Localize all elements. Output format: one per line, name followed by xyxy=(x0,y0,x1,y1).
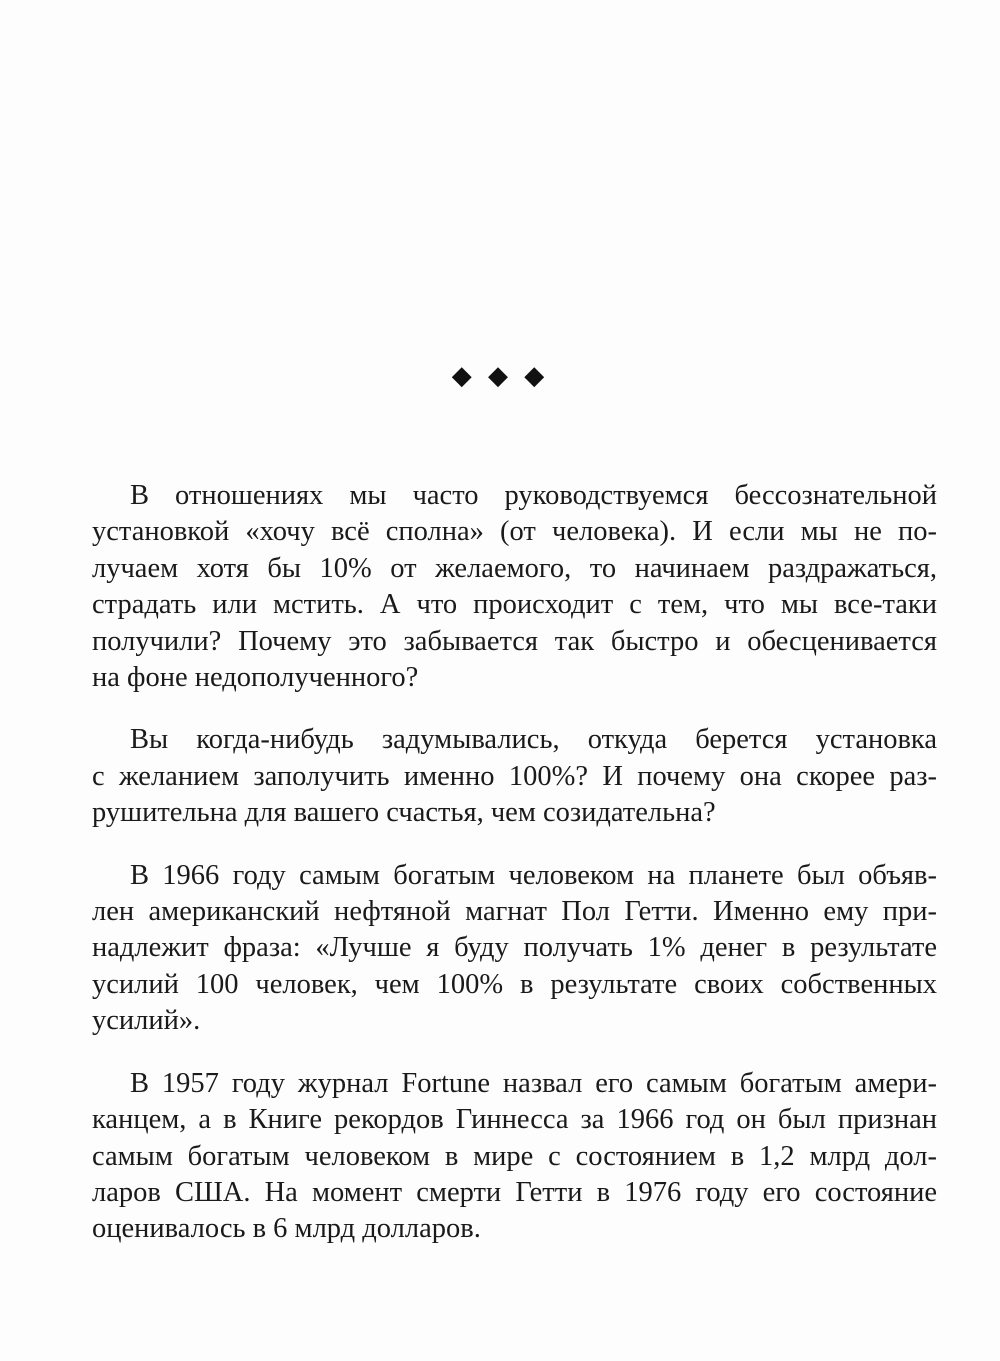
text-line: усилий 100 человек, чем 100% в результате своих собственных xyxy=(92,968,937,1000)
text-line: на фоне недополученного? xyxy=(92,662,419,694)
text-line: В 1966 году самым богатым человеком на планете был объяв- xyxy=(130,859,937,891)
text-line: канцем, а в Книге рекордов Гиннесса за 1966 год он был признан xyxy=(92,1104,937,1136)
text-line: надлежит фраза: «Лучше я буду получать 1% денег в результате xyxy=(92,932,937,964)
text-line: страдать или мстить. А что происходит с тем, что мы все-таки xyxy=(92,589,937,621)
text-line: лен американский нефтяной магнат Пол Гетти. Именно ему при- xyxy=(92,896,937,928)
text-line: установкой «хочу всё сполна» (от человека). И если мы не по- xyxy=(92,516,937,548)
text-line: лучаем хотя бы 10% от желаемого, то начинаем раздражаться, xyxy=(92,552,937,584)
text-line: рушительна для вашего счастья, чем созидательна? xyxy=(92,797,716,829)
text-line: оценивалось в 6 млрд долларов. xyxy=(92,1213,481,1245)
text-line: с желанием заполучить именно 100%? И почему она скорее раз- xyxy=(92,760,937,792)
text-line: Вы когда-нибудь задумывались, откуда берется установка xyxy=(130,724,937,756)
text-line: самым богатым человеком в мире с состоянием в 1,2 млрд дол- xyxy=(92,1140,937,1172)
text-line: усилий». xyxy=(92,1005,201,1037)
section-divider-ornament: ◆ ◆ ◆ xyxy=(451,361,549,391)
text-line: В отношениях мы часто руководствуемся бессознательной xyxy=(130,480,937,511)
paragraph-3 xyxy=(92,858,937,1040)
text-line: В 1957 году журнал Fortune назвал его самым богатым амери- xyxy=(130,1067,937,1099)
paragraph-1 xyxy=(92,478,937,696)
text-line: ларов США. На момент смерти Гетти в 1976 году его состояние xyxy=(92,1176,937,1208)
paragraph-2 xyxy=(92,722,937,831)
text-line: получили? Почему это забывается так быстро и обесценивается xyxy=(92,625,937,657)
paragraph-4 xyxy=(92,1066,937,1248)
body-text xyxy=(92,478,937,1274)
